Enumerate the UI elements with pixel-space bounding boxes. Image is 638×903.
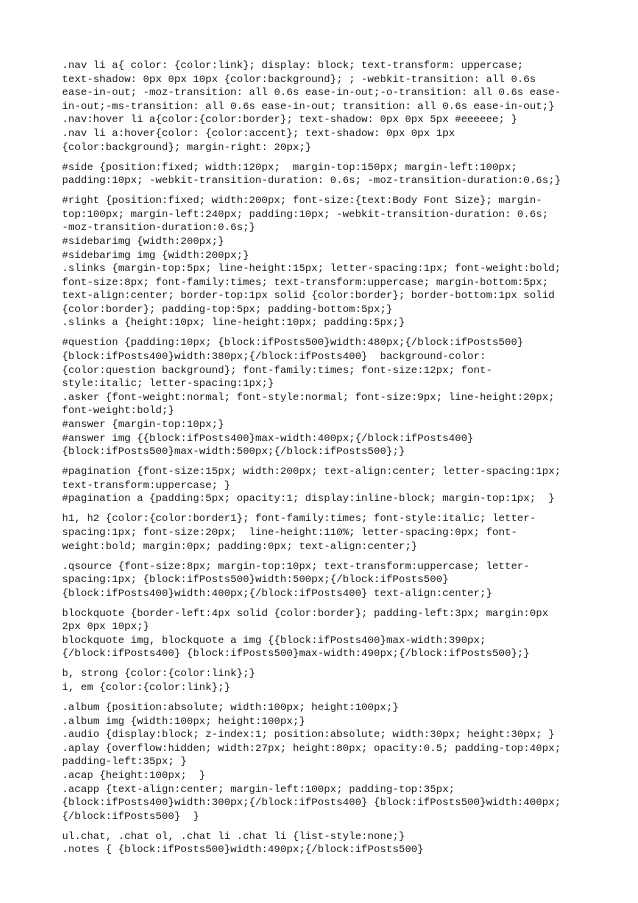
css-rule-block	[62, 608, 582, 662]
code-line: weight:bold; margin:0px; padding:0px; text-align:center;}	[62, 540, 418, 553]
code-line: text-transform:uppercase; }	[62, 479, 231, 492]
code-line: padding:10px; -webkit-transition-duration: 0.6s; -moz-transition-duration:0.6s;}	[62, 175, 561, 188]
code-line: font-weight:bold;}	[62, 405, 175, 418]
code-line: style:italic; letter-spacing:1px;}	[62, 378, 275, 391]
code-line: .nav li a:hover{color: {color:accent}; text-shadow: 0px 0px 1px	[62, 127, 455, 140]
code-line: top:100px; margin-left:240px; padding:10px; -webkit-transition-duration: 0.6s;	[62, 208, 549, 221]
code-line: .acapp {text-align:center; margin-left:100px; padding-top:35px;	[62, 783, 455, 796]
code-line: ease-in-out; -moz-transition: all 0.6s ease-in-out;-o-transition: all 0.6s ease-	[62, 87, 561, 100]
code-line: {/block:ifPosts500} }	[62, 810, 200, 823]
code-line: .aplay {overflow:hidden; width:27px; height:80px; opacity:0.5; padding-top:40px;	[62, 742, 561, 755]
css-rule-block	[62, 561, 582, 602]
code-line: #pagination a {padding:5px; opacity:1; display:inline-block; margin-top:1px; }	[62, 493, 555, 506]
code-line: #sidebarimg img {width:200px;}	[62, 249, 250, 262]
code-line: #sidebarimg {width:200px;}	[62, 235, 225, 248]
code-line: #answer {margin-top:10px;}	[62, 419, 225, 432]
code-line: {block:ifPosts500}max-width:500px;{/block:ifPosts500};}	[62, 446, 405, 459]
code-line: .asker {font-weight:normal; font-style:normal; font-size:9px; line-height:20px;	[62, 391, 555, 404]
code-line: #answer img {{block:ifPosts400}max-width:400px;{/block:ifPosts400}	[62, 432, 474, 445]
code-line: #question {padding:10px; {block:ifPosts500}width:480px;{/block:ifPosts500}	[62, 337, 524, 350]
code-line: .notes { {block:ifPosts500}width:490px;{/block:ifPosts500}	[62, 844, 424, 857]
code-line: {color:background}; margin-right: 20px;}	[62, 141, 312, 154]
code-line: h1, h2 {color:{color:border1}; font-family:times; font-style:italic; letter-	[62, 513, 536, 526]
code-line: .qsource {font-size:8px; margin-top:10px; text-transform:uppercase; letter-	[62, 560, 530, 573]
code-line: #right {position:fixed; width:200px; font-size:{text:Body Font Size}; margin-	[62, 195, 543, 208]
code-line: {/block:ifPosts400} {block:ifPosts500}max-width:490px;{/block:ifPosts500};}	[62, 648, 530, 661]
code-line: #side {position:fixed; width:120px; margin-top:150px; margin-left:100px;	[62, 161, 518, 174]
code-line: in-out;-ms-transition: all 0.6s ease-in-out; transition: all 0.6s ease-in-out;}	[62, 100, 555, 113]
code-line: .acap {height:100px; }	[62, 770, 206, 783]
code-line: .nav li a{ color: {color:link}; display: block; text-transform: uppercase;	[62, 60, 524, 72]
code-line: blockquote img, blockquote a img {{block:ifPosts400}max-width:390px;	[62, 634, 487, 647]
code-line: b, strong {color:{color:link};}	[62, 668, 256, 681]
code-line: text-shadow: 0px 0px 10px {color:background}; ; -webkit-transition: all 0.6s	[62, 73, 536, 86]
css-rule-block	[62, 513, 582, 554]
code-line: {block:ifPosts400}width:400px;{/block:ifPosts400} text-align:center;}	[62, 587, 493, 600]
code-line: 2px 0px 10px;}	[62, 621, 150, 634]
code-line: padding-left:35px; }	[62, 756, 187, 769]
code-line: .audio {display:block; z-index:1; position:absolute; width:30px; height:30px; }	[62, 729, 555, 742]
css-rule-block	[62, 466, 582, 507]
code-line: i, em {color:{color:link};}	[62, 682, 231, 695]
css-code-listing	[62, 60, 582, 864]
code-line: {color:question background}; font-family:times; font-size:12px; font-	[62, 364, 493, 377]
code-line: spacing:1px; {block:ifPosts500}width:500px;{/block:ifPosts500}	[62, 574, 449, 587]
css-rule-block	[62, 702, 582, 824]
code-line: {block:ifPosts400}width:300px;{/block:ifPosts400} {block:ifPosts500}width:400px;	[62, 797, 561, 810]
code-line: spacing:1px; font-size:20px; line-height:110%; letter-spacing:0px; font-	[62, 526, 518, 539]
code-line: .album {position:absolute; width:100px; height:100px;}	[62, 702, 399, 715]
css-rule-block	[62, 162, 582, 189]
code-line: .slinks {margin-top:5px; line-height:15px; letter-spacing:1px; font-weight:bold;	[62, 263, 561, 276]
css-rule-block	[62, 831, 582, 858]
code-line: blockquote {border-left:4px solid {color:border}; padding-left:3px; margin:0px	[62, 607, 549, 620]
css-rule-block	[62, 337, 582, 459]
code-line: text-align:center; border-top:1px solid {color:border}; border-bottom:1px solid	[62, 290, 555, 303]
css-rule-block	[62, 668, 582, 695]
css-rule-block	[62, 60, 582, 155]
code-line: -moz-transition-duration:0.6s;}	[62, 222, 256, 235]
code-line: {color:border}; padding-top:5px; padding-bottom:5px;}	[62, 303, 393, 316]
code-line: font-size:8px; font-family:times; text-transform:uppercase; margin-bottom:5px;	[62, 276, 549, 289]
css-rule-block	[62, 195, 582, 331]
code-line: .album img {width:100px; height:100px;}	[62, 715, 306, 728]
code-line: .nav:hover li a{color:{color:border}; text-shadow: 0px 0px 5px #eeeeee; }	[62, 114, 518, 127]
code-line: .slinks a {height:10px; line-height:10px; padding:5px;}	[62, 317, 405, 330]
code-line: {block:ifPosts400}width:380px;{/block:ifPosts400} background-color:	[62, 351, 487, 364]
code-line: #pagination {font-size:15px; width:200px; text-align:center; letter-spacing:1px;	[62, 466, 561, 479]
code-line: ul.chat, .chat ol, .chat li .chat li {list-style:none;}	[62, 830, 405, 843]
